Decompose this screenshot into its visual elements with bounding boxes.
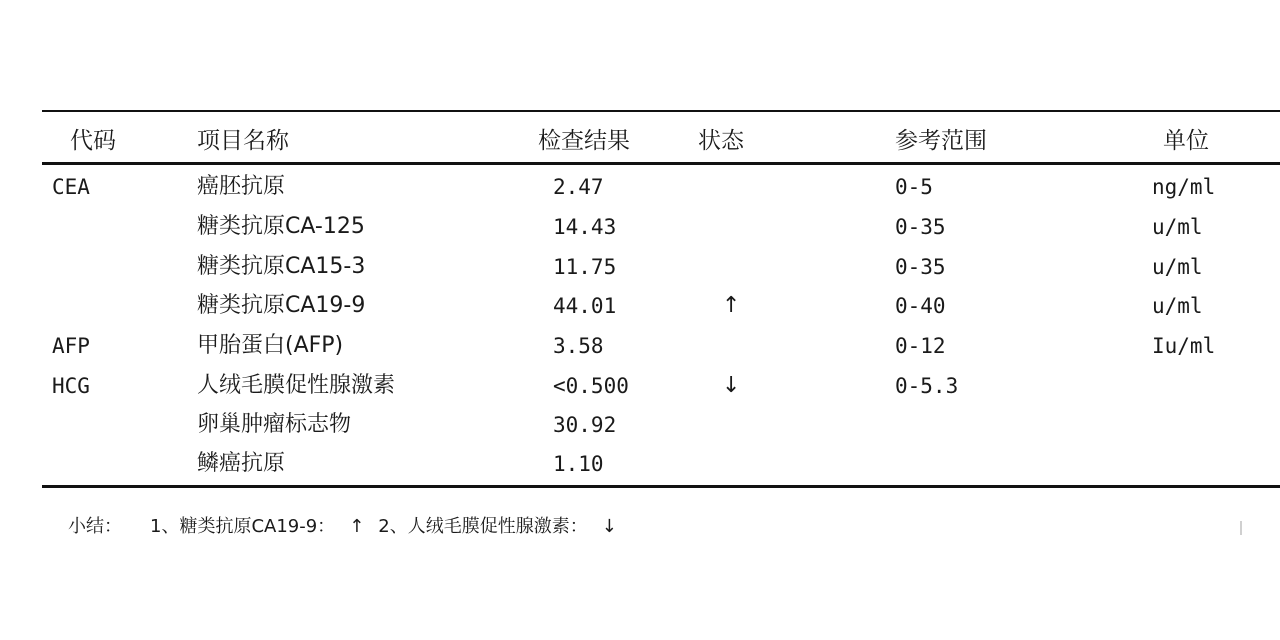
row-unit: Iu/ml [1152,334,1216,358]
row-unit: u/ml [1152,294,1203,318]
row-result: 14.43 [553,215,617,239]
table-top-rule [42,110,1280,112]
row-name: 癌胚抗原 [197,174,286,199]
row-unit: u/ml [1152,255,1203,279]
summary-up-arrow: ↑ [349,516,365,537]
row-name: 鳞癌抗原 [197,451,286,476]
row-name: 甲胎蛋白(AFP) [197,333,344,358]
summary-label: 小结： [68,516,122,537]
row-code: CEA [52,175,90,199]
row-result: 11.75 [553,255,617,279]
status-down-arrow: ↓ [722,373,741,398]
table-bottom-rule [42,485,1280,488]
row-name: 人绒毛膜促性腺激素 [197,373,396,398]
row-result: 30.92 [553,413,617,437]
header-name: 项目名称 [197,128,289,154]
summary-down-arrow: ↓ [601,516,617,537]
row-code: HCG [52,374,90,398]
header-unit: 单位 [1163,128,1209,154]
summary [68,512,617,538]
row-range: 0-5.3 [895,374,959,398]
row-result: 3.58 [553,334,604,358]
row-name: 糖类抗原CA-125 [197,214,365,239]
row-range: 0-12 [895,334,946,358]
row-range: 0-35 [895,215,946,239]
row-code: AFP [52,334,90,358]
row-range: 0-40 [895,294,946,318]
row-unit: ng/ml [1152,175,1216,199]
summary-item-2: 2、人绒毛膜促性腺激素： [378,516,588,537]
row-result: <0.500 [553,374,629,398]
summary-item-1: 1、糖类抗原CA19-9： [150,516,336,537]
header-range: 参考范围 [895,128,987,154]
header-result: 检查结果 [538,128,630,154]
row-name: 糖类抗原CA15-3 [197,254,366,279]
scan-edge-mark [1240,521,1242,535]
row-result: 44.01 [553,294,617,318]
row-range: 0-5 [895,175,933,199]
table-header-rule [42,162,1280,165]
row-result: 2.47 [553,175,604,199]
header-status: 状态 [698,128,744,154]
row-range: 0-35 [895,255,946,279]
row-result: 1.10 [553,452,604,476]
row-name: 卵巢肿瘤标志物 [197,412,352,437]
row-unit: u/ml [1152,215,1203,239]
row-name: 糖类抗原CA19-9 [197,293,366,318]
header-code: 代码 [70,128,116,154]
status-up-arrow: ↑ [722,293,741,318]
